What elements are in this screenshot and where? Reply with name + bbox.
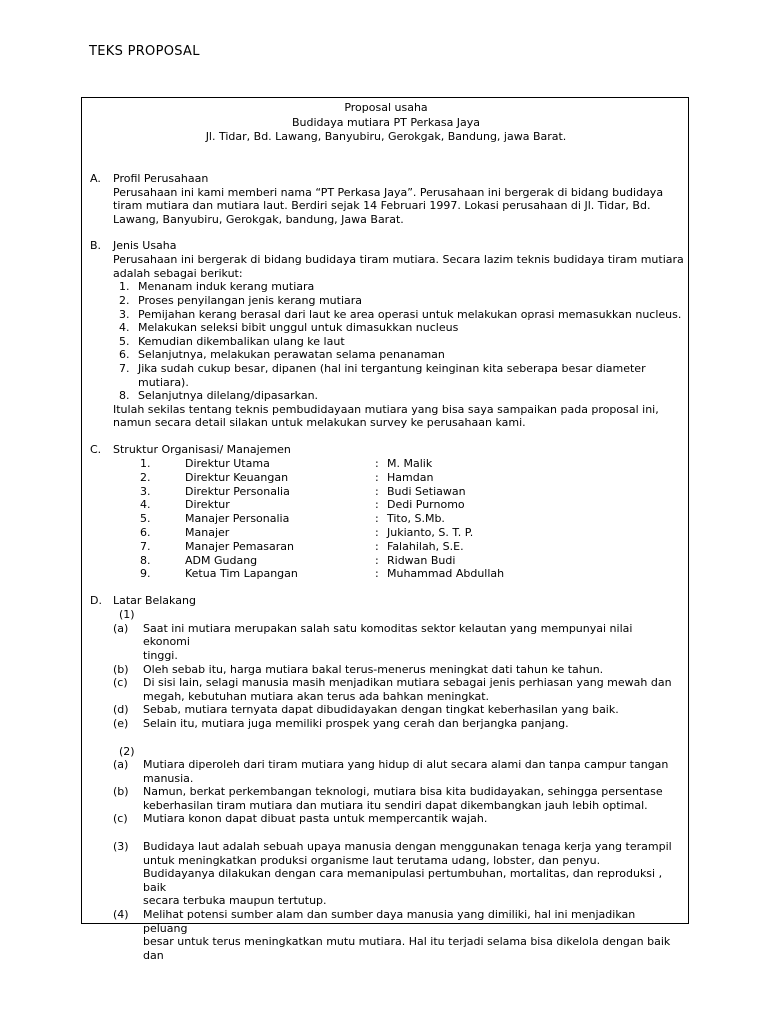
subsection-label: (2) [119, 744, 135, 758]
section-letter: D. [90, 594, 102, 608]
org-row: 3. Direktur Personalia : Budi Setiawan [140, 484, 466, 498]
list-item: 7. Jika sudah cukup besar, dipanen (hal ini tergantung keinginan kita seberapa besar diameter [119, 362, 646, 376]
list-item: 2. Proses penyilangan jenis kerang mutiara [119, 294, 363, 308]
point-item: (b) Namun, berkat perkembangan teknologi, mutiara bisa kita budidayakan, sehingga persentase [113, 785, 663, 799]
point-item: (c) Di sisi lain, selagi manusia masih menjadikan mutiara sebagai jenis perhiasan yang mewah dan [113, 676, 672, 690]
paragraph-line: tiram mutiara dan mutiara laut. Berdiri sejak 14 Februari 1997. Lokasi perusahaan di Jl. Tidar, Bd. [113, 199, 651, 213]
section-letter: B. [90, 239, 102, 253]
point-item-continuation: keberhasilan tiram mutiara dan mutiara itu sendiri dapat dikembangkan jauh lebih optimal. [143, 798, 648, 812]
point-item-continuation: untuk meningkatkan produksi organisme laut terutama udang, lobster, dan penyu. [143, 853, 601, 867]
document-header: TEKS PROPOSAL [89, 44, 200, 59]
org-row: 6. Manajer : Jukianto, S. T. P. [140, 525, 474, 539]
org-row: 2. Direktur Keuangan : Hamdan [140, 470, 434, 484]
section-letter: C. [90, 443, 102, 456]
list-item: 8. Selanjutnya dilelang/dipasarkan. [119, 389, 319, 403]
point-item-continuation: Budidayanya dilakukan dengan cara memanipulasi pertumbuhan, mortalitas, dan reproduksi , baik [143, 867, 663, 894]
list-item: 5. Kemudian dikembalikan ulang ke laut [119, 334, 345, 348]
section-latar-belakang [90, 594, 682, 962]
org-row: 1. Direktur Utama : M. Malik [140, 457, 433, 470]
org-row: 5. Manajer Personalia : Tito, S.Mb. [140, 512, 445, 526]
list-item: 3. Pemijahan kerang berasal dari laut ke area operasi untuk melakukan oprasi memasukkan nucleus. [119, 307, 682, 321]
paragraph-line: adalah sebagai berikut: [113, 266, 243, 280]
point-item: (e) Selain itu, mutiara juga memiliki prospek yang cerah dan berjangka panjang. [113, 716, 569, 730]
section-profil [90, 172, 682, 227]
paragraph-line: Lawang, Banyubiru, Gerokgak, bandung, Jawa Barat. [113, 212, 404, 226]
paragraph-line: Perusahaan ini bergerak di bidang budidaya tiram mutiara. Secara lazim teknis budidaya tiram mutiara [113, 253, 684, 267]
proposal-frame [81, 97, 689, 962]
section-struktur [90, 443, 682, 581]
paragraph-line: Perusahaan ini kami memberi nama “PT Perkasa Jaya”. Perusahaan ini bergerak di bidang budidaya [113, 185, 664, 199]
point-item: (d) Sebab, mutiara ternyata dapat dibudidayakan dengan tingkat keberhasilan yang baik. [113, 703, 619, 717]
point-item-continuation: tinggi. [143, 648, 178, 662]
point-item-continuation: secara terbuka maupun tertutup. [143, 894, 327, 908]
point-item: (3) Budidaya laut adalah sebuah upaya manusia dengan menggunakan tenaga kerja yang terampil [113, 840, 672, 854]
title-block [90, 101, 682, 145]
list-item: 6. Selanjutnya, melakukan perawatan selama penanaman [119, 348, 445, 362]
section-title: Latar Belakang [113, 594, 196, 608]
point-item-continuation: megah, kebutuhan mutiara akan terus ada bahkan meningkat. [143, 689, 490, 703]
org-row: 4. Direktur : Dedi Purnomo [140, 498, 465, 512]
title-line-1: Proposal usaha [344, 101, 428, 114]
section-title: Struktur Organisasi/ Manajemen [113, 443, 291, 456]
org-row: 8. ADM Gudang : Ridwan Budi [140, 553, 456, 567]
org-table [90, 457, 682, 581]
title-line-2: Budidaya mutiara PT Perkasa Jaya [291, 115, 481, 129]
section-heading [90, 172, 682, 186]
org-row: 9. Ketua Tim Lapangan : Muhammad Abdullah [140, 567, 505, 581]
point-item: (a) Mutiara diperoleh dari tiram mutiara yang hidup di alut secara alami dan tanpa campur tangan [113, 758, 669, 772]
point-item: (a) Saat ini mutiara merupakan salah satu komoditas sektor kelautan yang mempunyai nilai ekonomi [113, 621, 633, 649]
list-item: 4. Melakukan seleksi bibit unggul untuk dimasukkan nucleus [119, 321, 459, 335]
numbered-list [90, 280, 682, 402]
list-item-continuation: mutiara). [138, 375, 189, 389]
paragraph-line: namun secara detail silakan untuk melakukan survey ke perusahaan kami. [113, 416, 526, 430]
subsection-label: (1) [119, 608, 135, 622]
list-item: 1. Menanam induk kerang mutiara [119, 280, 315, 294]
section-heading [90, 239, 682, 253]
section-title: Profil Perusahaan [113, 171, 209, 185]
section-jenis-usaha [90, 239, 682, 430]
point-list-1 [90, 622, 682, 731]
paragraph-line: Itulah sekilas tentang teknis pembudidayaan mutiara yang bisa saya sampaikan pada proposal ini, [113, 402, 659, 416]
title-line-3: Jl. Tidar, Bd. Lawang, Banyubiru, Gerokgak, Bandung, jawa Barat. [205, 130, 567, 143]
point-item: (4) Melihat potensi sumber alam dan sumber daya manusia yang dimiliki, hal ini menjadikan peluang [113, 908, 636, 935]
point-item-continuation: besar untuk terus meningkatkan mutu mutiara. Hal itu terjadi selama bisa dikelola dengan baik dan [143, 935, 671, 962]
point-item: (c) Mutiara konon dapat dibuat pasta untuk mempercantik wajah. [113, 812, 488, 826]
point-list-3 [90, 840, 682, 962]
section-letter: A. [90, 171, 101, 185]
org-row: 7. Manajer Pemasaran : Falahilah, S.E. [140, 539, 464, 553]
point-item: (b) Oleh sebab itu, harga mutiara bakal terus-menerus meningkat dati tahun ke tahun. [113, 662, 604, 676]
section-heading [90, 594, 682, 608]
point-list-2 [90, 758, 682, 826]
section-title: Jenis Usaha [113, 239, 177, 253]
point-item-continuation: manusia. [143, 771, 194, 785]
section-heading [90, 443, 682, 457]
